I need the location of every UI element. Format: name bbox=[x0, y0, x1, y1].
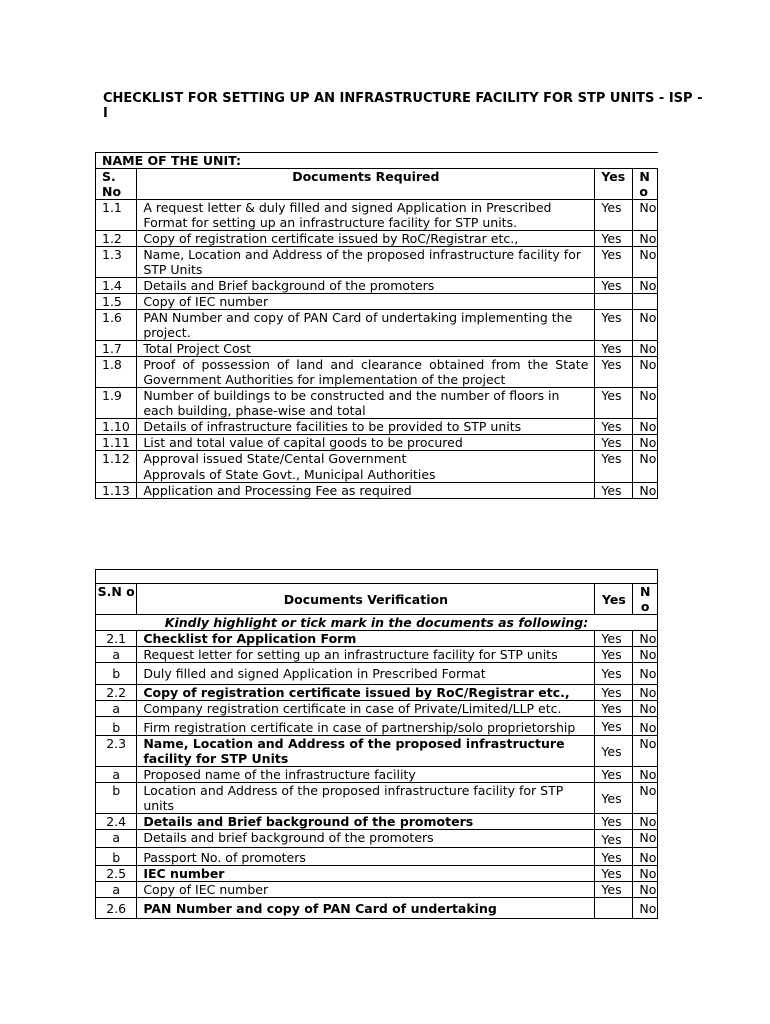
row-sno: 2.4 bbox=[96, 814, 137, 830]
page-title: CHECKLIST FOR SETTING UP AN INFRASTRUCTURE FACILITY FOR STP UNITS - ISP - I bbox=[103, 91, 703, 121]
yes-checkbox[interactable]: Yes bbox=[595, 357, 633, 388]
no-checkbox[interactable]: No bbox=[633, 631, 658, 647]
yes-checkbox[interactable]: Yes bbox=[595, 435, 633, 451]
table-row bbox=[96, 647, 658, 663]
row-sno: 1.12 bbox=[96, 451, 137, 483]
header-no: N o bbox=[633, 584, 658, 615]
row-text: Checklist for Application Form bbox=[137, 631, 595, 647]
row-sno: a bbox=[96, 701, 137, 717]
row-sno: 1.13 bbox=[96, 483, 137, 499]
yes-checkbox[interactable] bbox=[595, 898, 633, 919]
no-checkbox[interactable]: No bbox=[633, 419, 658, 435]
yes-checkbox[interactable]: Yes bbox=[595, 685, 633, 701]
no-checkbox[interactable]: No bbox=[633, 341, 658, 357]
yes-checkbox[interactable]: Yes bbox=[595, 388, 633, 419]
row-text: Copy of registration certificate issued by RoC/Registrar etc., bbox=[137, 231, 595, 247]
table-row bbox=[96, 717, 658, 736]
no-checkbox[interactable]: No bbox=[633, 310, 658, 341]
header-yes: Yes bbox=[595, 584, 633, 615]
row-text: Proposed name of the infrastructure facility bbox=[137, 767, 595, 783]
documents-required-table bbox=[95, 152, 658, 499]
row-text: Details of infrastructure facilities to be provided to STP units bbox=[137, 419, 595, 435]
row-sno: 1.10 bbox=[96, 419, 137, 435]
row-sno: a bbox=[96, 647, 137, 663]
header-yes: Yes bbox=[595, 169, 633, 200]
table-row bbox=[96, 310, 658, 341]
no-checkbox[interactable]: No bbox=[633, 451, 658, 483]
yes-checkbox[interactable]: Yes bbox=[595, 767, 633, 783]
table1-header-row bbox=[96, 169, 658, 200]
row-sno: b bbox=[96, 717, 137, 736]
yes-checkbox[interactable]: Yes bbox=[595, 647, 633, 663]
no-checkbox[interactable]: No bbox=[633, 736, 658, 767]
table-row bbox=[96, 357, 658, 388]
yes-checkbox[interactable]: Yes bbox=[595, 848, 633, 866]
unit-name-row bbox=[96, 153, 658, 169]
table-row bbox=[96, 882, 658, 898]
documents-verification-table bbox=[95, 569, 658, 919]
table-row bbox=[96, 435, 658, 451]
no-checkbox[interactable]: No bbox=[633, 663, 658, 685]
table-row bbox=[96, 419, 658, 435]
table-row bbox=[96, 200, 658, 231]
row-sno: b bbox=[96, 783, 137, 814]
row-text: Request letter for setting up an infrastructure facility for STP units bbox=[137, 647, 595, 663]
row-text: Number of buildings to be constructed and the number of floors in each building, phase-wise and total bbox=[137, 388, 595, 419]
no-checkbox[interactable]: No bbox=[633, 278, 658, 294]
row-text: Name, Location and Address of the proposed infrastructure facility for STP Units bbox=[137, 247, 595, 278]
table-row bbox=[96, 247, 658, 278]
table-row bbox=[96, 631, 658, 647]
no-checkbox[interactable]: No bbox=[633, 200, 658, 231]
row-sno: 2.2 bbox=[96, 685, 137, 701]
table-row bbox=[96, 685, 658, 701]
table-row bbox=[96, 783, 658, 814]
yes-checkbox[interactable]: Yes bbox=[595, 200, 633, 231]
no-checkbox[interactable]: No bbox=[633, 830, 658, 848]
yes-checkbox[interactable]: Yes bbox=[595, 247, 633, 278]
row-sno: 1.5 bbox=[96, 294, 137, 310]
row-text: PAN Number and copy of PAN Card of undertaking implementing the project. bbox=[137, 310, 595, 341]
row-text: Name, Location and Address of the proposed infrastructure facility for STP Units bbox=[137, 736, 595, 767]
row-sno: 2.5 bbox=[96, 866, 137, 882]
yes-checkbox[interactable]: Yes bbox=[595, 663, 633, 685]
table-row bbox=[96, 701, 658, 717]
row-sno: a bbox=[96, 830, 137, 848]
yes-checkbox[interactable]: Yes bbox=[595, 310, 633, 341]
table-row bbox=[96, 898, 658, 919]
table-row bbox=[96, 451, 658, 483]
yes-checkbox[interactable]: Yes bbox=[595, 278, 633, 294]
yes-checkbox[interactable]: Yes bbox=[595, 701, 633, 717]
row-sno: 1.9 bbox=[96, 388, 137, 419]
no-checkbox[interactable]: No bbox=[633, 701, 658, 717]
yes-checkbox[interactable] bbox=[595, 294, 633, 310]
table-row bbox=[96, 866, 658, 882]
table-row bbox=[96, 663, 658, 685]
yes-checkbox[interactable]: Yes bbox=[595, 341, 633, 357]
row-text-line1: Approval issued State/Cental Government bbox=[143, 451, 407, 466]
table-row bbox=[96, 294, 658, 310]
yes-checkbox[interactable]: Yes bbox=[595, 631, 633, 647]
no-checkbox[interactable]: No bbox=[633, 231, 658, 247]
no-checkbox[interactable]: No bbox=[633, 814, 658, 830]
row-text: Copy of registration certificate issued by RoC/Registrar etc., bbox=[137, 685, 595, 701]
table-row bbox=[96, 341, 658, 357]
row-sno: 1.6 bbox=[96, 310, 137, 341]
row-text: IEC number bbox=[137, 866, 595, 882]
row-sno: 2.3 bbox=[96, 736, 137, 767]
yes-checkbox[interactable]: Yes bbox=[595, 717, 633, 736]
row-sno: b bbox=[96, 663, 137, 685]
no-checkbox[interactable]: No bbox=[633, 247, 658, 278]
table-row bbox=[96, 388, 658, 419]
row-sno: 1.11 bbox=[96, 435, 137, 451]
no-checkbox[interactable]: No bbox=[633, 435, 658, 451]
table-row bbox=[96, 483, 658, 499]
table-row bbox=[96, 767, 658, 783]
no-checkbox[interactable]: No bbox=[633, 898, 658, 919]
header-documents-required: Documents Required bbox=[137, 169, 595, 200]
table2-header-row bbox=[96, 584, 658, 615]
yes-checkbox[interactable]: Yes bbox=[595, 814, 633, 830]
row-sno: 2.6 bbox=[96, 898, 137, 919]
yes-checkbox[interactable]: Yes bbox=[595, 736, 633, 767]
note-row bbox=[96, 615, 658, 631]
no-checkbox[interactable]: No bbox=[633, 767, 658, 783]
row-text: List and total value of capital goods to be procured bbox=[137, 435, 595, 451]
row-text: Details and Brief background of the promoters bbox=[137, 814, 595, 830]
yes-checkbox[interactable]: Yes bbox=[595, 882, 633, 898]
yes-checkbox[interactable]: Yes bbox=[595, 830, 633, 848]
row-sno: a bbox=[96, 767, 137, 783]
no-checkbox[interactable]: No bbox=[633, 848, 658, 866]
header-sno: S.N o bbox=[96, 584, 137, 615]
no-checkbox[interactable]: No bbox=[633, 783, 658, 814]
yes-checkbox[interactable]: Yes bbox=[595, 419, 633, 435]
table-row bbox=[96, 848, 658, 866]
row-text: Company registration certificate in case of Private/Limited/LLP etc. bbox=[137, 701, 595, 717]
row-sno: 1.1 bbox=[96, 200, 137, 231]
row-text: A request letter & duly filled and signed Application in Prescribed Format for setting up an infrastructure facility for STP units. bbox=[137, 200, 595, 231]
yes-checkbox[interactable]: Yes bbox=[595, 451, 633, 483]
row-text: Copy of IEC number bbox=[137, 882, 595, 898]
table-row bbox=[96, 814, 658, 830]
row-text: Application and Processing Fee as required bbox=[137, 483, 595, 499]
no-checkbox[interactable]: No bbox=[633, 388, 658, 419]
table-row bbox=[96, 278, 658, 294]
header-documents-verification: Documents Verification bbox=[137, 584, 595, 615]
row-text: Copy of IEC number bbox=[137, 294, 595, 310]
row-text: Details and Brief background of the promoters bbox=[137, 278, 595, 294]
yes-checkbox[interactable]: Yes bbox=[595, 483, 633, 499]
no-checkbox[interactable]: No bbox=[633, 647, 658, 663]
header-no: N o bbox=[633, 169, 658, 200]
yes-checkbox[interactable]: Yes bbox=[595, 783, 633, 814]
table-row bbox=[96, 830, 658, 848]
header-sno: S. No bbox=[96, 169, 137, 200]
row-sno: 1.3 bbox=[96, 247, 137, 278]
spacer-row bbox=[96, 570, 658, 584]
row-text: Details and brief background of the promoters bbox=[137, 830, 595, 848]
no-checkbox[interactable] bbox=[633, 294, 658, 310]
row-text: Firm registration certificate in case of partnership/solo proprietorship bbox=[137, 717, 595, 736]
table-row bbox=[96, 736, 658, 767]
no-checkbox[interactable]: No bbox=[633, 483, 658, 499]
no-checkbox[interactable]: No bbox=[633, 357, 658, 388]
row-sno: 2.1 bbox=[96, 631, 137, 647]
yes-checkbox[interactable]: Yes bbox=[595, 231, 633, 247]
no-checkbox[interactable]: No bbox=[633, 717, 658, 736]
spacer-cell bbox=[96, 570, 658, 584]
no-checkbox[interactable]: No bbox=[633, 882, 658, 898]
row-sno: 1.8 bbox=[96, 357, 137, 388]
row-text bbox=[137, 451, 595, 483]
row-text: Location and Address of the proposed infrastructure facility for STP units bbox=[137, 783, 595, 814]
row-text: PAN Number and copy of PAN Card of undertaking bbox=[137, 898, 595, 919]
no-checkbox[interactable]: No bbox=[633, 685, 658, 701]
table-row bbox=[96, 231, 658, 247]
row-text-line2: Approvals of State Govt., Municipal Authorities bbox=[143, 467, 436, 482]
row-sno: a bbox=[96, 882, 137, 898]
instruction-note: Kindly highlight or tick mark in the documents as following: bbox=[96, 615, 658, 631]
row-text: Duly filled and signed Application in Prescribed Format bbox=[137, 663, 595, 685]
row-sno: 1.2 bbox=[96, 231, 137, 247]
row-text: Proof of possession of land and clearance obtained from the State Government Authorities for implementation of the project bbox=[137, 357, 595, 388]
row-text: Total Project Cost bbox=[137, 341, 595, 357]
row-text: Passport No. of promoters bbox=[137, 848, 595, 866]
row-sno: b bbox=[96, 848, 137, 866]
yes-checkbox[interactable]: Yes bbox=[595, 866, 633, 882]
unit-name-label: NAME OF THE UNIT: bbox=[96, 153, 658, 169]
no-checkbox[interactable]: No bbox=[633, 866, 658, 882]
row-sno: 1.7 bbox=[96, 341, 137, 357]
row-sno: 1.4 bbox=[96, 278, 137, 294]
